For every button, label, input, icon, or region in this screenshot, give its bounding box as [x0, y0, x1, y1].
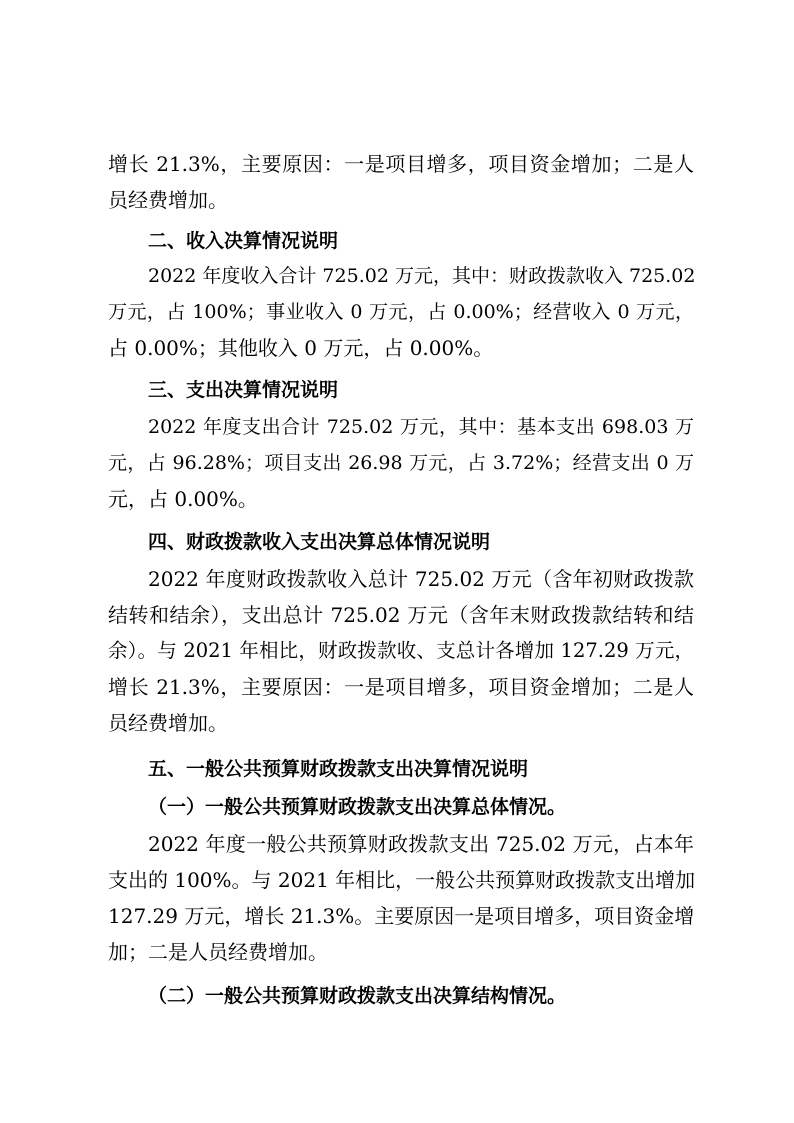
paragraph-line: 2022 年度财政拨款收入总计 725.02 万元（含年初财政拨款: [148, 567, 694, 591]
paragraph-line: 万元，占 100%；事业收入 0 万元，占 0.00%；经营收入 0 万元，: [108, 301, 694, 323]
paragraph-line: 结转和结余），支出总计 725.02 万元（含年末财政拨款结转和结: [108, 603, 694, 627]
section-income: [108, 223, 694, 259]
paragraph-line: 2022 年度收入合计 725.02 万元，其中：财政拨款收入 725.02: [148, 265, 696, 287]
paragraph-line: 2022 年度支出合计 725.02 万元，其中：基本支出 698.03 万: [148, 416, 694, 438]
continuation-paragraph: [108, 146, 694, 218]
section-heading: 二、收入决算情况说明: [148, 230, 339, 252]
subsection-structure: [108, 978, 694, 1014]
section-income-body: [108, 258, 694, 366]
section-fiscal-total-body: [108, 561, 694, 741]
section-heading: 三、支出决算情况说明: [148, 379, 339, 401]
paragraph-line: 元，占 0.00%。: [108, 487, 258, 511]
paragraph-line: 余）。与 2021 年相比，财政拨款收、支总计各增加 127.29 万元，: [108, 639, 694, 662]
subsection-heading: （二）一般公共预算财政拨款支出决算结构情况。: [148, 985, 567, 1007]
paragraph-line: 增长 21.3%，主要原因：一是项目增多，项目资金增加；二是人: [108, 152, 694, 176]
paragraph-line: 占 0.00%；其他收入 0 万元，占 0.00%。: [108, 336, 494, 360]
section-expenditure: [108, 372, 694, 408]
section-expenditure-body: [108, 409, 694, 517]
paragraph-line: 支出的 100%。与 2021 年相比，一般公共预算财政拨款支出增加: [108, 868, 696, 892]
paragraph-line: 加；二是人员经费增加。: [108, 940, 328, 964]
section-heading: 四、财政拨款收入支出决算总体情况说明: [148, 531, 491, 553]
paragraph-line: 127.29 万元，增长 21.3%。主要原因一是项目增多，项目资金增: [108, 904, 695, 928]
section-fiscal-total: [108, 524, 694, 560]
section-general-budget: [108, 751, 694, 787]
paragraph-line: 增长 21.3%，主要原因：一是项目增多，项目资金增加；二是人: [108, 675, 694, 699]
paragraph-line: 员经费增加。: [108, 188, 228, 212]
subsection-overall: [108, 789, 694, 825]
section-heading: 五、一般公共预算财政拨款支出决算情况说明: [148, 758, 529, 780]
paragraph-line: 元，占 96.28%；项目支出 26.98 万元，占 3.72%；经营支出 0 万: [108, 452, 694, 474]
paragraph-line: 2022 年度一般公共预算财政拨款支出 725.02 万元，占本年: [148, 832, 694, 856]
paragraph-line: 员经费增加。: [108, 711, 228, 735]
subsection-overall-body: [108, 826, 694, 970]
subsection-heading: （一）一般公共预算财政拨款支出决算总体情况。: [148, 796, 567, 818]
